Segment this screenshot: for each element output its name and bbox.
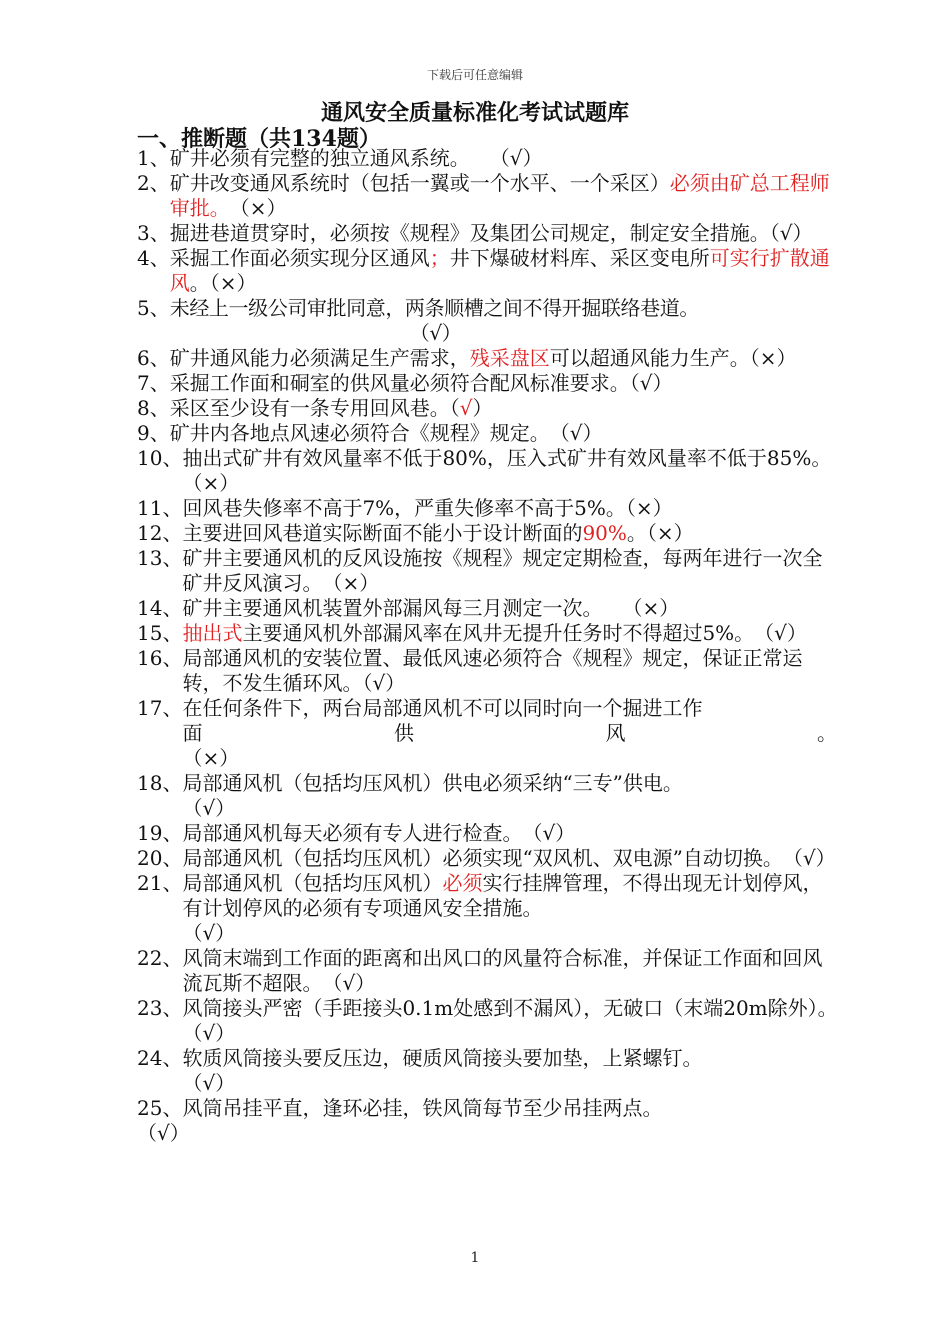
question-item [137,596,837,621]
answer-mark: （√） [182,796,236,820]
question-number: 20、 [137,846,183,870]
question-item [137,421,837,446]
question-item [137,1096,837,1121]
question-number: 16、 [137,646,183,670]
spread-line [182,721,837,746]
question-number: 8、 [137,396,170,420]
question-text: 局部通风机的安装位置、最低风速必须符合《规程》规定，保证正常运转，不发生循环风。（√） [182,646,803,695]
question-number: 7、 [137,371,170,395]
question-item [137,146,837,171]
question-text [170,171,837,221]
question-text-part: 主要进回风巷道实际断面不能小于设计断面的 [182,521,583,545]
question-item [137,296,837,346]
question-text: 风筒接头严密（手距接头0.1m处感到不漏风），无破口（末端20m除外）。 （√） [182,996,848,1045]
question-number: 17、 [137,696,183,720]
question-item [137,496,837,521]
question-item [137,696,837,771]
question-text: 局部通风机（包括均压风机）必须实现“双风机、双电源”自动切换。 （√） [182,846,836,870]
question-number: 2、 [137,171,170,195]
question-text [170,346,837,371]
question-text-part: 。（×） [189,271,257,295]
question-text-part: ） [472,396,493,420]
question-item [137,1046,837,1096]
question-item [137,646,837,696]
question-number: 21、 [137,871,183,895]
question-item [137,771,837,821]
question-list [137,146,848,1146]
question-number: 12、 [137,521,183,545]
question-number: 23、 [137,996,183,1020]
question-text: 矿井必须有完整的独立通风系统。 （√） [169,146,543,170]
question-number: 14、 [137,596,183,620]
answer-mark: （√） [182,921,236,945]
spread-char: 供 [393,721,414,745]
highlight-text: √ [459,396,473,420]
question-text-part: 井下爆破材料库、采区变电所 [449,246,710,270]
question-text: 风筒末端到工作面的距离和出风口的风量符合标准，并保证工作面和回风流瓦斯不超限。 （√） [182,946,823,995]
question-item [137,446,842,496]
page-number: 1 [470,1250,480,1266]
question-text: 矿井主要通风机的反风设施按《规程》规定定期检查，每两年进行一次全矿井反风演习。 （×） [182,546,823,595]
question-text-part: 实行挂牌管理，不得出现无计划停风，有计划停风的必须有专项通风安全措施。 [182,871,823,920]
spread-char: 。 [817,721,837,745]
question-number: 25、 [137,1096,183,1120]
question-number: 10、 [137,446,183,470]
page-title: 通风安全质量标准化考试试题库 [320,100,629,126]
question-number: 11、 [137,496,183,520]
question-item [137,996,848,1046]
question-text [170,396,837,421]
question-number: 19、 [137,821,183,845]
question-item [137,621,837,646]
question-text-part: 未经上一级公司审批同意，两条顺槽之间不得开掘联络巷道。 [169,296,699,320]
question-text [182,521,837,546]
question-text: 矿井主要通风机装置外部漏风每三月测定一次。 （×） [182,596,680,620]
question-number: 22、 [137,946,183,970]
question-text-part: 在任何条件下，两台局部通风机不可以同时向一个掘进工作 [182,696,703,720]
question-text-part: （×） [219,196,287,220]
question-text [170,296,837,346]
question-number: 9、 [137,421,170,445]
question-item [137,221,837,246]
question-text: 局部通风机每天必须有专人进行检查。 （√） [182,821,576,845]
highlight-text: 90% [582,521,627,545]
answer-mark: （√） [409,321,462,345]
question-item [137,846,837,871]
question-text-part: 。（×） [626,521,694,545]
question-item [137,821,837,846]
question-number: 13、 [137,546,183,570]
question-text [182,1046,837,1096]
question-text [182,771,837,821]
question-text-part: 局部通风机（包括均压风机） [182,871,443,895]
answer-mark: （√） [137,1121,190,1145]
question-text [182,621,837,646]
question-text [170,246,837,296]
question-text: 矿井内各地点风速必须符合《规程》规定。 （√） [169,421,603,445]
spread-char: 面 [182,721,203,745]
question-number: 1、 [137,146,170,170]
section-heading: 一、推断题（共134题） [137,126,381,152]
question-number: 3、 [137,221,170,245]
question-number: 15、 [137,621,183,645]
question-item [137,546,837,596]
question-text-part: 采区至少设有一条专用回风巷。（ [169,396,460,420]
question-text [182,871,837,946]
spread-char: 风 [605,721,626,745]
question-text [182,696,837,771]
highlight-text: 残采盘区 [469,346,550,370]
question-item [137,871,837,946]
question-text-part: 软质风筒接头要反压边，硬质风筒接头要加垫，上紧螺钉。 [182,1046,703,1070]
question-text-part: 可以超通风能力生产。（×） [549,346,797,370]
question-number: 5、 [137,296,170,320]
question-item [137,396,837,421]
question-item [137,521,837,546]
question-text: 回风巷失修率不高于7%，严重失修率不高于5%。（×） [182,496,673,520]
highlight-text: 必须由矿总工程师审批。 [169,171,830,220]
question-item [137,171,837,221]
answer-mark: （√） [182,1071,236,1095]
question-text-part: 主要通风机外部漏风率在风井无提升任务时不得超过5%。 （√） [242,621,807,645]
question-number: 4、 [137,246,170,270]
answer-mark: （×） [182,746,240,770]
highlight-text: 可实行扩散通风 [169,246,830,295]
question-number: 24、 [137,1046,183,1070]
highlight-text: 抽出式 [182,621,243,645]
question-number: 6、 [137,346,170,370]
question-number: 18、 [137,771,183,795]
question-item [137,371,837,396]
question-item [137,946,837,996]
highlight-text: 必须 [442,871,483,895]
question-text: 风筒吊挂平直，逢环必挂，铁风筒每节至少吊挂两点。 [182,1096,663,1120]
question-text-part: 采掘工作面必须实现分区通风 [169,246,430,270]
question-text-part: 矿井通风能力必须满足生产需求， [169,346,470,370]
question-text: 采掘工作面和硐室的供风量必须符合配风标准要求。（√） [169,371,673,395]
question-text-part: 矿井改变通风系统时（包括一翼或一个水平、一个采区） [169,171,670,195]
question-text-part: 局部通风机（包括均压风机）供电必须采纳“三专”供电。 [182,771,683,795]
header-note: 下载后可任意编辑 [426,68,523,82]
highlight-text: ； [429,246,450,270]
question-text: 掘进巷道贯穿时，必须按《规程》及集团公司规定，制定安全措施。（√） [169,221,813,245]
question-item [137,346,837,371]
question-text: 抽出式矿井有效风量率不低于80%，压入式矿井有效风量率不低于85%。 （×） [182,446,842,495]
question-item [137,246,837,296]
